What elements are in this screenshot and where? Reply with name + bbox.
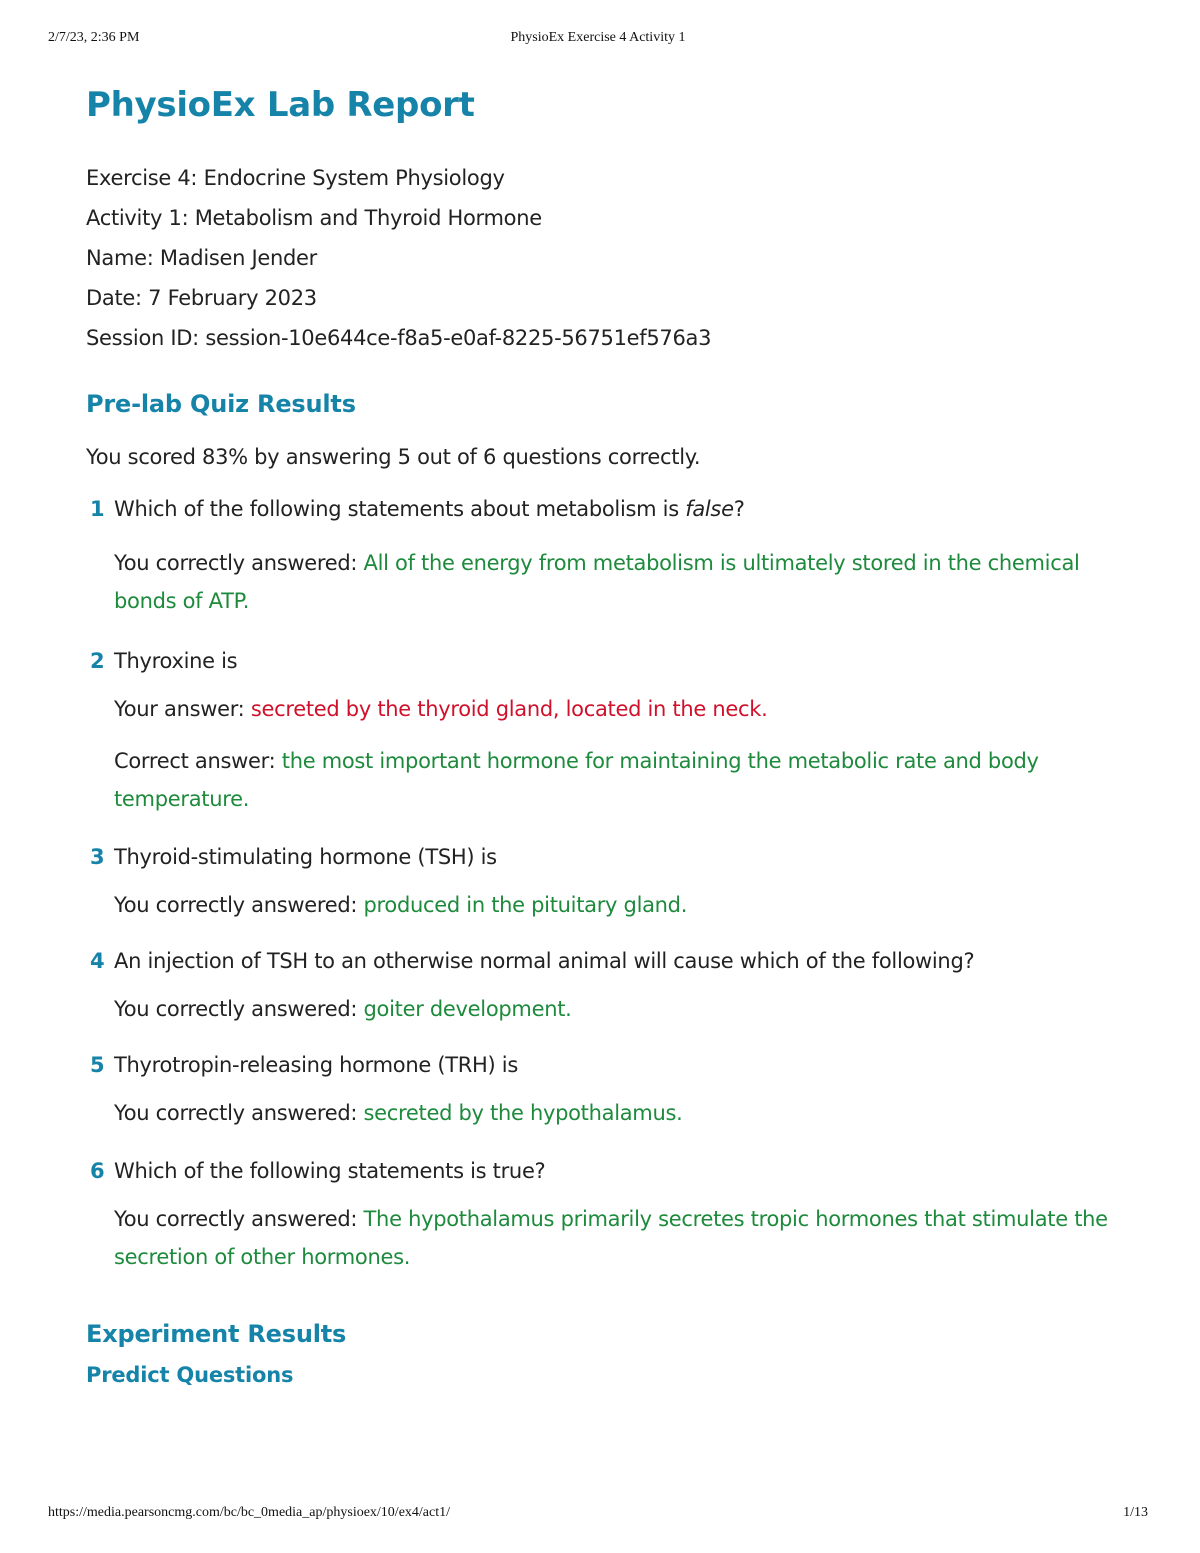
your-answer: Your answer: secreted by the thyroid gland, located in the neck. [114, 697, 768, 721]
print-footer [48, 1505, 1148, 1525]
question-text: An injection of TSH to an otherwise normal animal will cause which of the following? [114, 949, 975, 973]
question-text: Thyroid-stimulating hormone (TSH) is [114, 845, 497, 869]
correct-answer: You correctly answered: goiter development. [114, 997, 572, 1021]
student-name: Name: Madisen Jender [86, 246, 318, 270]
report-title: PhysioEx Lab Report [86, 85, 475, 125]
report-content [86, 82, 1146, 1390]
quiz-question-5 [86, 1050, 1146, 1132]
question-number: 5 [90, 1053, 105, 1077]
correct-answer: You correctly answered: The hypothalamus primarily secretes tropic hormones that stimulate the secretion of other hormones. [114, 1207, 1108, 1269]
prelab-heading: Pre-lab Quiz Results [86, 390, 356, 418]
experiment-heading: Experiment Results [86, 1320, 347, 1348]
report-meta [86, 158, 1146, 358]
question-number: 4 [90, 949, 105, 973]
quiz-question-4 [86, 946, 1146, 1028]
quiz-question-2 [86, 646, 1146, 818]
print-url: https://media.pearsoncmg.com/bc/bc_0media_ap/physioex/10/ex4/act1/ [48, 1505, 451, 1520]
question-number: 3 [90, 845, 105, 869]
correct-answer: Correct answer: the most important hormone for maintaining the metabolic rate and body temperature. [114, 749, 1039, 811]
question-text: Thyrotropin-releasing hormone (TRH) is [114, 1053, 518, 1077]
print-page-number: 1/13 [1123, 1505, 1148, 1520]
quiz-question-1 [86, 494, 1146, 620]
session-id: Session ID: session-10e644ce-f8a5-e0af-8225-56751ef576a3 [86, 326, 712, 350]
print-page-title: PhysioEx Exercise 4 Activity 1 [510, 30, 686, 45]
print-header [48, 30, 1148, 50]
question-number: 6 [90, 1159, 105, 1183]
exercise-line: Exercise 4: Endocrine System Physiology [86, 166, 505, 190]
question-number: 2 [90, 649, 105, 673]
question-text: Which of the following statements is true? [114, 1159, 546, 1183]
activity-line: Activity 1: Metabolism and Thyroid Hormone [86, 206, 542, 230]
correct-answer: You correctly answered: All of the energy from metabolism is ultimately stored in the chemical bonds of ATP. [114, 551, 1080, 613]
question-text: Thyroxine is [114, 649, 238, 673]
quiz-score: You scored 83% by answering 5 out of 6 questions correctly. [86, 445, 701, 469]
quiz-question-6 [86, 1156, 1146, 1276]
question-number: 1 [90, 497, 105, 521]
correct-answer: You correctly answered: produced in the pituitary gland. [114, 893, 688, 917]
predict-questions-heading: Predict Questions [86, 1363, 294, 1387]
quiz-question-3 [86, 842, 1146, 924]
print-datetime: 2/7/23, 2:36 PM [48, 30, 140, 45]
report-date: Date: 7 February 2023 [86, 286, 317, 310]
correct-answer: You correctly answered: secreted by the hypothalamus. [114, 1101, 683, 1125]
question-text: Which of the following statements about metabolism is false? [114, 497, 745, 521]
